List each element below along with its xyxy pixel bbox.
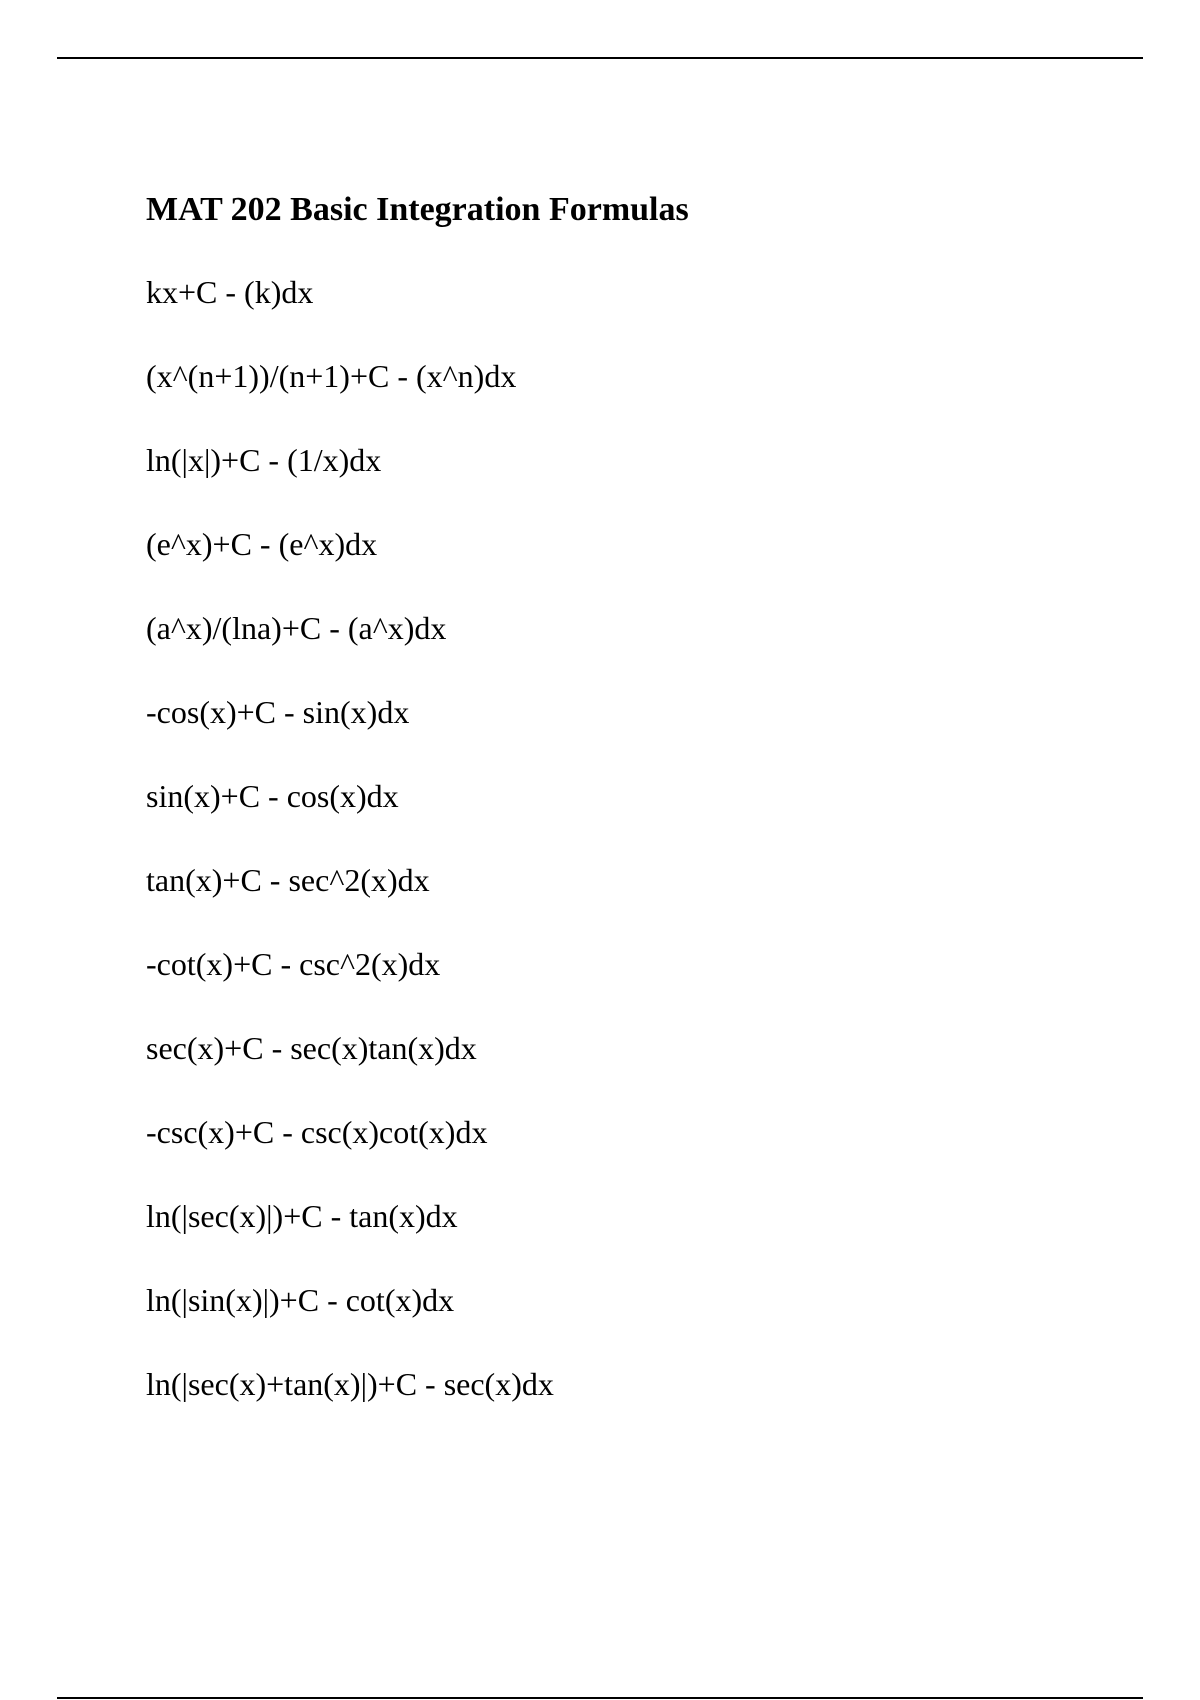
top-divider bbox=[57, 57, 1143, 59]
document-body bbox=[146, 185, 1146, 1443]
formula-item: sin(x)+C - cos(x)dx bbox=[146, 778, 399, 814]
page-title: MAT 202 Basic Integration Formulas bbox=[146, 191, 689, 228]
formula-item: ln(|sin(x)|)+C - cot(x)dx bbox=[146, 1282, 455, 1318]
formula-item: (a^x)/(lna)+C - (a^x)dx bbox=[146, 610, 447, 646]
formula-item: sec(x)+C - sec(x)tan(x)dx bbox=[146, 1030, 477, 1066]
formula-item: tan(x)+C - sec^2(x)dx bbox=[146, 862, 430, 898]
formula-item: (e^x)+C - (e^x)dx bbox=[146, 526, 378, 562]
formula-item: (x^(n+1))/(n+1)+C - (x^n)dx bbox=[146, 358, 517, 394]
formula-item: ln(|sec(x)+tan(x)|)+C - sec(x)dx bbox=[146, 1366, 554, 1402]
formula-item: ln(|x|)+C - (1/x)dx bbox=[146, 442, 382, 478]
formula-item: -csc(x)+C - csc(x)cot(x)dx bbox=[146, 1114, 488, 1150]
formula-list bbox=[146, 267, 1146, 1409]
bottom-divider bbox=[57, 1697, 1143, 1699]
formula-item: -cot(x)+C - csc^2(x)dx bbox=[146, 946, 441, 982]
formula-item: kx+C - (k)dx bbox=[146, 274, 314, 310]
formula-item: -cos(x)+C - sin(x)dx bbox=[146, 694, 410, 730]
formula-item: ln(|sec(x)|)+C - tan(x)dx bbox=[146, 1198, 458, 1234]
